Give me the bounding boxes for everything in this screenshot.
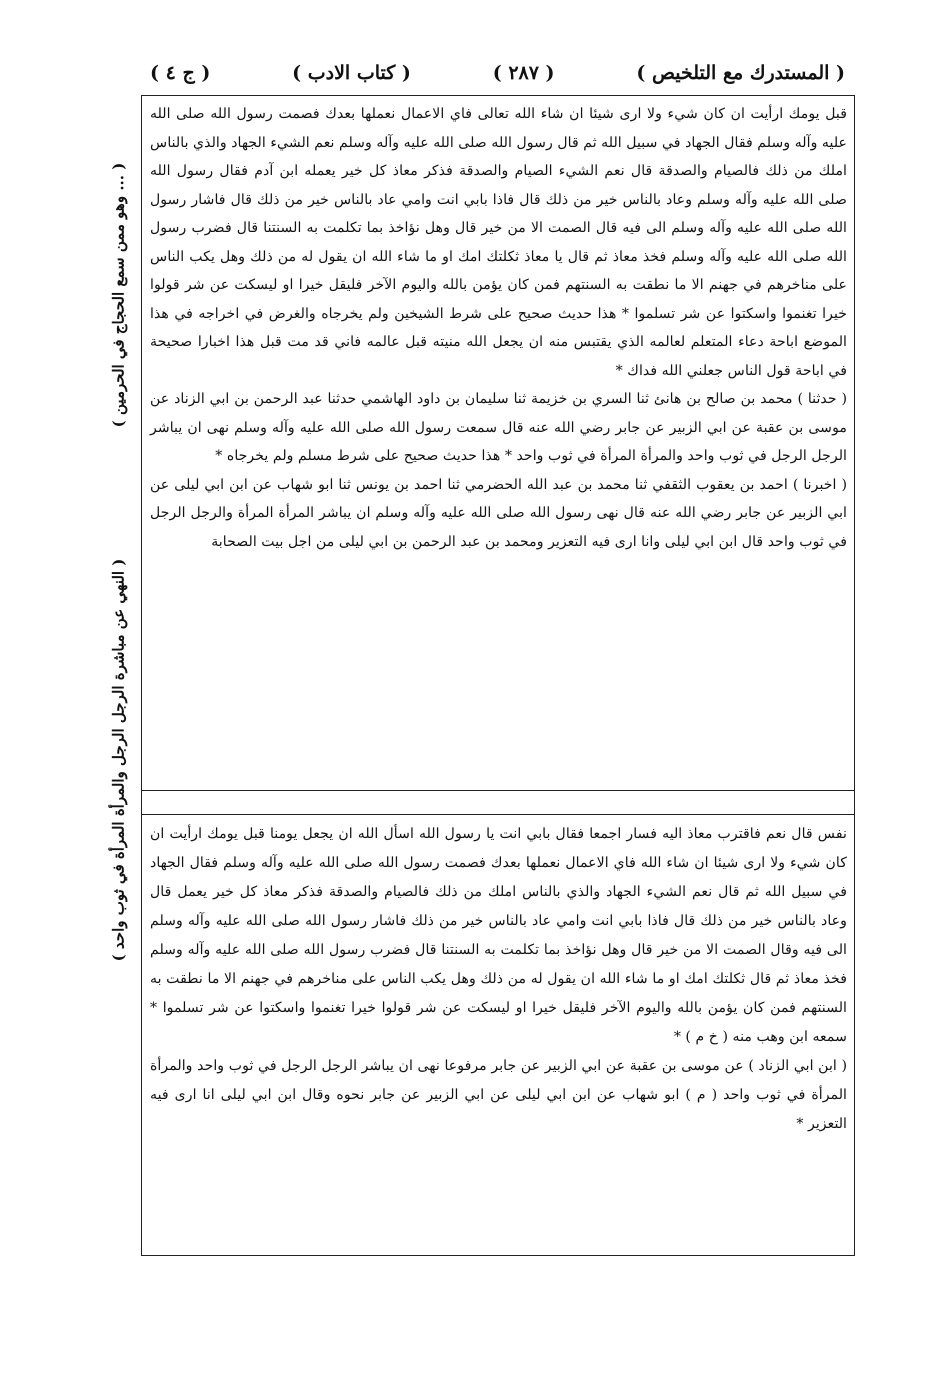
commentary-paragraph-2: ( ابن ابي الزناد ) عن موسى بن عقبة عن ابي الزبير عن جابر مرفوعا نهى ان يباشر الرجل الرجل في ثوب واحد والمرأة المرأة في ثوب واحد ( م ) ابو شهاب عن ابن ابي ليلى عن ابي الزبير عن جابر نحوه وقال ابن ابي ليلى انا ارى فيه التعزير * — [150, 1058, 847, 1132]
main-paragraph-2: ( حدثنا ) محمد بن صالح بن هانئ ثنا السري بن خزيمة ثنا سليمان بن داود الهاشمي حدثنا عبد الرحمن بن ابي الزناد عن موسى بن عقبة عن ابي الزبير عن جابر رضي الله عنه قال سمعت رسول الله صلى الله عليه وآله وسلم نهى ان يباشر الرجل الرجل في ثوب واحد والمرأة المرأة في ثوب واحد * هذا حديث صحيح على شرط مسلم ولم يخرجاه * — [150, 391, 847, 464]
header-volume: ( ج ٤ ) — [150, 62, 211, 84]
divider-line-thin — [141, 814, 855, 815]
margin-note-top-text: ( وهو ممن سمع الحجاج في الحرمين ... ) — [109, 162, 127, 428]
header-book-title: ( المستدرك مع التلخيص ) — [636, 62, 845, 84]
main-text — [150, 100, 847, 556]
page-header — [150, 56, 845, 90]
margin-note-top — [100, 95, 136, 495]
divider-line — [141, 790, 855, 791]
margin-note-bottom-text: ( النهي عن مباشرة الرجل الرجل والمرأة المرأة في ثوب واحد ) — [109, 558, 127, 962]
main-paragraph-3: ( اخبرنا ) احمد بن يعقوب الثقفي ثنا محمد بن عبد الله الحضرمي ثنا احمد بن يونس ثنا ابو شهاب عن ابن ابي ليلى عن ابي الزبير عن جابر رضي الله عنه قال نهى رسول الله صلى الله عليه وآله وسلم ان يباشر المرأة المرأة والرجل الرجل في ثوب واحد قال ابن ابي ليلى وانا ارى فيه التعزير ومحمد بن عبد الرحمن بن ابي ليلى من اجل بيت الصحابة — [150, 476, 847, 550]
page-number: ( ٢٨٧ ) — [492, 62, 555, 84]
commentary-text — [150, 820, 847, 1139]
margin-note-bottom — [100, 520, 136, 1000]
header-chapter: ( كتاب الادب ) — [292, 62, 411, 84]
commentary-paragraph-1: نفس قال نعم فاقترب معاذ اليه فسار اجمعا فقال بابي انت يا رسول الله اسأل الله ان يجعل يومنا قبل يومك ارأيت ان كان شيء ولا ارى شيئا ان شاء الله فاي الاعمال نعملها بعدك فصمت رسول الله صلى الله عليه وآله وسلم فقال الجهاد في سبيل الله ثم قال نعم الشيء الجهاد والذي بالناس املك من ذلك فالصيام والصدقة فذكر معاذ كل خير يعمل قال وعاد بالناس خير من ذلك قال فاذا بابي انت وامي عاد بالناس خير من ذلك فاشار رسول الله صلى الله عليه وآله وسلم الى فيه وقال الصمت الا من خير قال وهل نؤاخذ بما تكلمت به السنتنا قال فضرب رسول الله صلى الله عليه وآله وسلم فخذ معاذ ثم قال ثكلتك امك او ما شاء الله ان يقول له من ذلك وهل يكب الناس على مناخرهم في جهنم الا ما نطقت به السنتهم فمن كان يؤمن بالله واليوم الآخر فليقل خيرا او ليسكت عن شر قولوا خيرا تغنموا واسكتوا عن شر تسلموا * سمعه ابن وهب منه ( خ م ) * — [150, 826, 847, 1045]
main-paragraph-1: قبل يومك ارأيت ان كان شيء ولا ارى شيئا ان شاء الله تعالى فاي الاعمال نعملها بعدك فصمت رسول الله صلى الله عليه وآله وسلم فقال الجهاد في سبيل الله ثم قال رسول الله صلى الله عليه وآله وسلم نعم الشيء الجهاد والذي بالناس املك من ذلك فالصيام والصدقة قال نعم الشيء الصيام والصدقة فذكر معاذ كل خير يعمله ابن آدم فقال رسول الله صلى الله عليه وآله وسلم وعاد بالناس خير من ذلك قال فاذا بابي انت وامي عاد بالناس خير من ذلك قال فاشار رسول الله صلى الله عليه وآله وسلم الى فيه قال الصمت الا من خير قال وهل نؤاخذ بما تكلمت به السنتنا قال فضرب رسول الله صلى الله عليه وآله وسلم فخذ معاذ ثم قال يا معاذ ثكلتك امك او ما شاء الله ان يقول له من ذلك وهل يكب الناس على مناخرهم في جهنم الا ما نطقت به السنتهم فمن كان يؤمن بالله واليوم الآخر فليقل خيرا او ليسكت عن شر قولوا خيرا تغنموا واسكتوا عن شر تسلموا * هذا حديث صحيح على شرط الشيخين ولم يخرجاه والغرض في اخراجه في هذا الموضع اباحة دعاء المتعلم لعالمه الذي يقتبس منه ان يجعل الله منيته قبل عالمه فاني قد مت قبل هذا اخبارا صحيحة في اباحة قول الناس جعلني الله فداك * — [150, 106, 847, 379]
